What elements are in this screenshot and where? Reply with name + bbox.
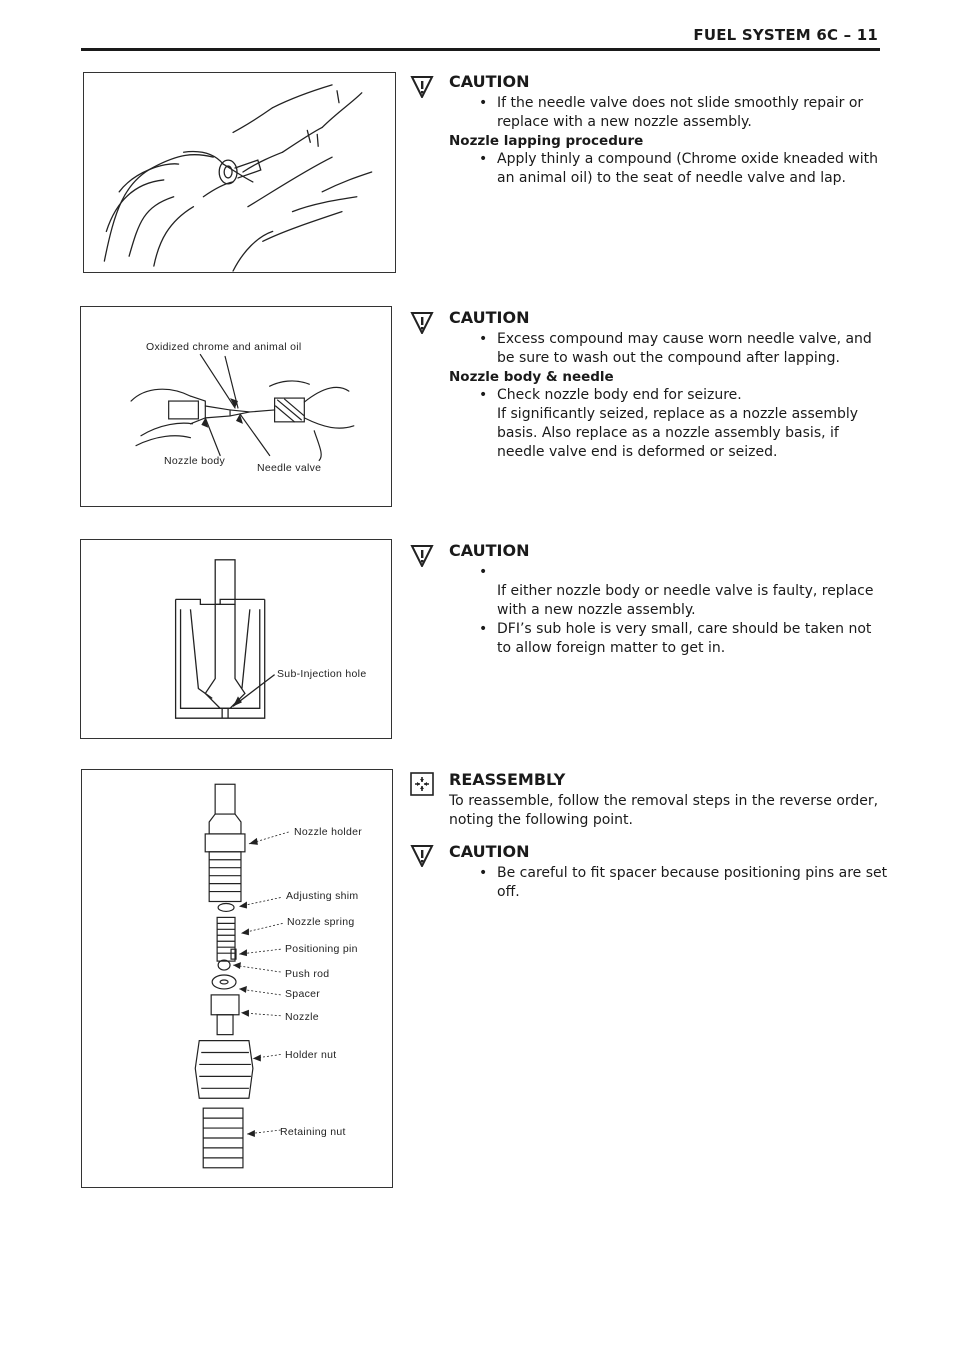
subheading-nozzle-lapping: Nozzle lapping procedure — [449, 133, 644, 149]
lapping-illustration — [81, 307, 391, 506]
reassembly-paragraph: To reassemble, follow the removal steps in the reverse order, noting the following point. — [449, 793, 879, 828]
caution-heading: CAUTION — [449, 72, 530, 91]
caution-bullet-dfi: • DFI’s sub hole is very small, care should be taken not to allow foreign matter to get in. — [449, 620, 889, 658]
procedure-bullet: • Apply thinly a compound (Chrome oxide kneaded with an animal oil) to the seat of needle valve and lap. — [449, 150, 889, 188]
section-compound-caution — [449, 308, 889, 462]
empty-bullet — [449, 563, 889, 582]
figure-nozzle-section — [80, 539, 392, 739]
caution-bullet: • Excess compound may cause worn needle valve, and be sure to wash out the compound after lapping. — [449, 330, 889, 368]
nozzle-section-illustration — [81, 540, 391, 738]
figure-hands-nozzle — [83, 72, 396, 273]
caution-heading: CAUTION — [449, 308, 530, 327]
caution-bullet: • Be careful to fit spacer because positioning pins are set off. — [449, 864, 889, 902]
subheading-nozzle-body-needle: Nozzle body & needle — [449, 369, 614, 385]
label-push-rod: Push rod — [285, 968, 330, 980]
label-retaining-nut: Retaining nut — [280, 1126, 346, 1138]
label-adjusting-shim: Adjusting shim — [286, 890, 359, 902]
reassembly-arrows-icon — [410, 772, 434, 796]
label-needle-valve: Needle valve — [257, 462, 322, 474]
page-header-title: FUEL SYSTEM 6C – 11 — [693, 26, 878, 44]
label-nozzle-spring: Nozzle spring — [287, 916, 355, 928]
label-spacer: Spacer — [285, 988, 321, 1000]
check-continuation: If significantly seized, replace as a nozzle assembly basis. Also replace as a nozzle assembly basis, if needle valve end is deformed or seized. — [497, 406, 859, 460]
caution-heading: CAUTION — [449, 842, 530, 861]
caution-triangle-icon — [410, 843, 434, 867]
label-sub-injection-hole: Sub-Injection hole — [277, 668, 367, 680]
caution-triangle-icon — [410, 74, 434, 98]
section-faulty-nozzle-caution — [449, 541, 889, 658]
header-rule — [81, 48, 880, 51]
hands-illustration — [84, 73, 395, 272]
label-nozzle-body: Nozzle body — [164, 455, 226, 467]
check-bullet: • Check nozzle body end for seizure. — [449, 386, 889, 405]
reassembly-heading: REASSEMBLY — [449, 770, 566, 789]
label-nozzle: Nozzle — [285, 1011, 319, 1023]
label-holder-nut: Holder nut — [285, 1049, 337, 1061]
section-reassembly — [449, 770, 889, 902]
caution-text-faulty: If either nozzle body or needle valve is faulty, replace with a new nozzle assembly. — [497, 583, 874, 618]
caution-triangle-icon — [410, 310, 434, 334]
caution-heading: CAUTION — [449, 541, 530, 560]
caution-triangle-icon — [410, 543, 434, 567]
figure-lapping — [80, 306, 392, 507]
caution-bullet: • If the needle valve does not slide smoothly repair or replace with a new nozzle assembly. — [449, 94, 889, 132]
label-oxidized-chrome: Oxidized chrome and animal oil — [146, 341, 302, 353]
section-needle-valve-caution — [449, 72, 889, 188]
label-positioning-pin: Positioning pin — [285, 943, 358, 955]
label-nozzle-holder: Nozzle holder — [294, 826, 363, 838]
figure-nozzle-exploded — [81, 769, 393, 1188]
